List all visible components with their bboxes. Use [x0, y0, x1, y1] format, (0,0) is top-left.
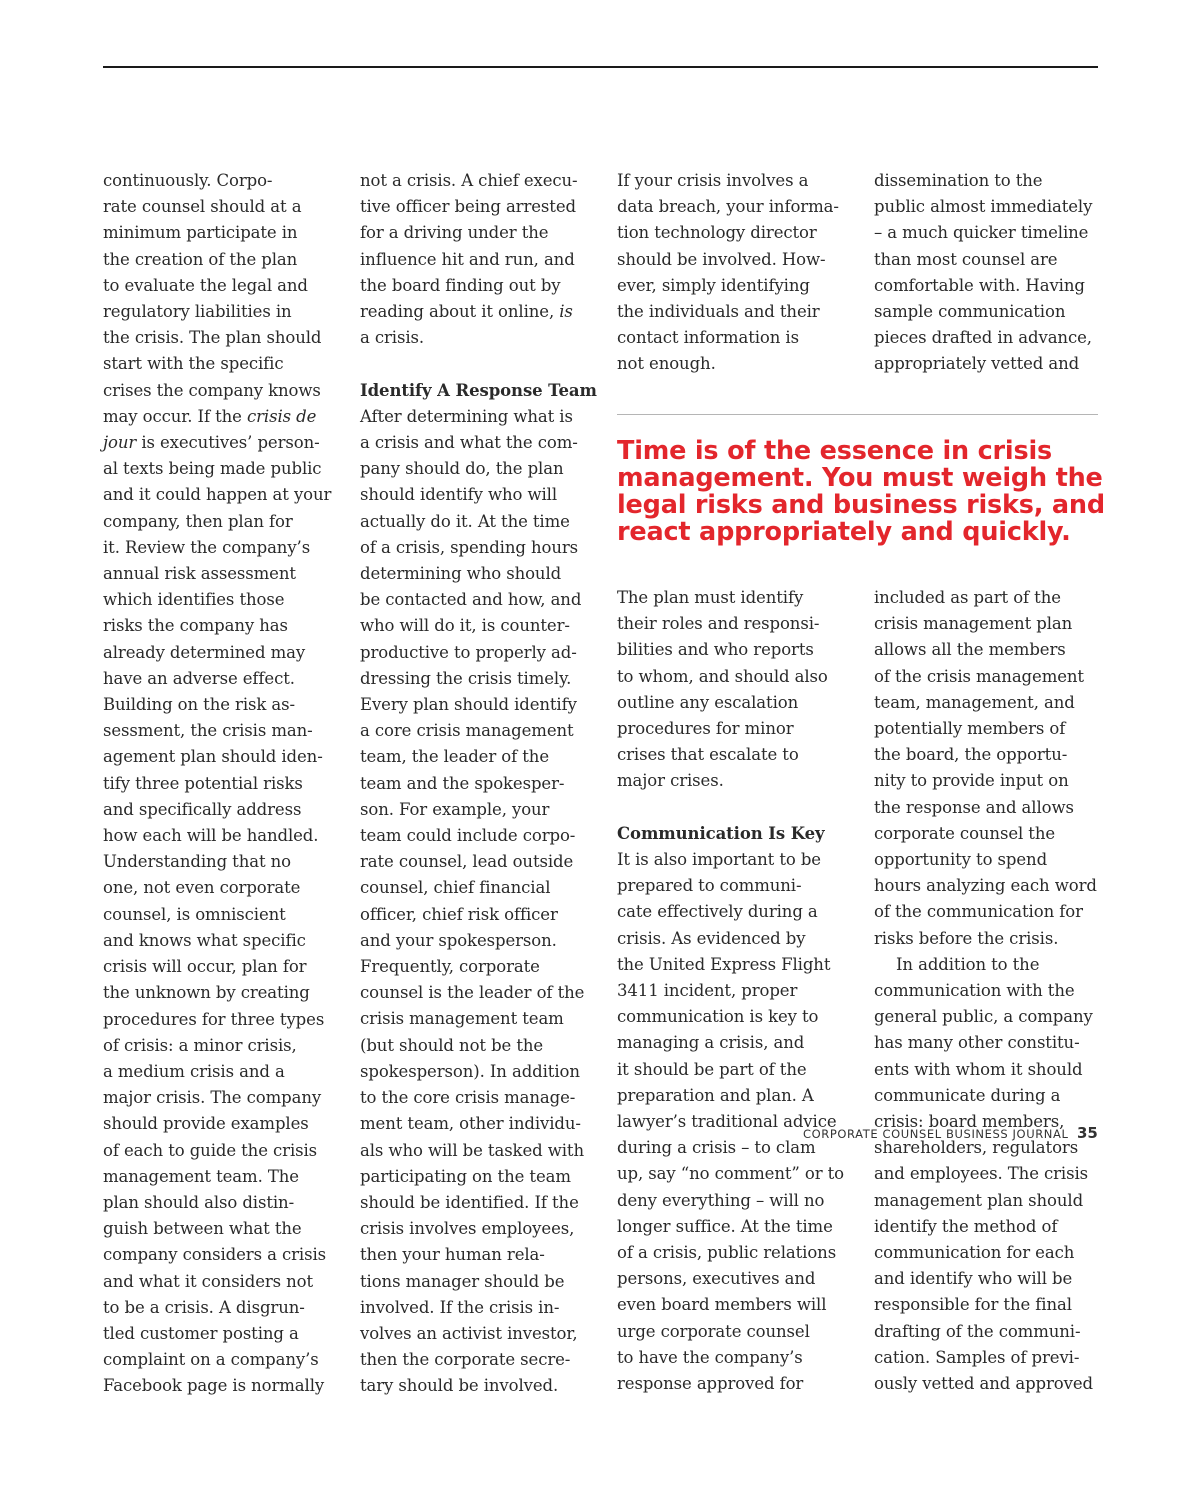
text-line: tive officer being arrested [360, 197, 576, 217]
text-line: communicate during a [874, 1085, 1061, 1105]
text-line: communication is key to [617, 1007, 819, 1027]
text-line: tled customer posting a [103, 1323, 299, 1343]
text-line: major crises. [617, 771, 724, 791]
text-line: should provide examples [103, 1114, 309, 1134]
text-line: and your spokesperson. [360, 930, 557, 950]
text-line: company considers a crisis [103, 1245, 326, 1265]
text-line: corporate counsel the [874, 823, 1056, 843]
text-line: start with the specific [103, 354, 284, 374]
text-line: the unknown by creating [103, 983, 310, 1003]
page-number: 35 [1077, 1124, 1098, 1142]
text-line: to whom, and should also [617, 666, 828, 686]
text-line: cation. Samples of previ- [874, 1347, 1080, 1367]
italic-text: crisis de [247, 406, 317, 426]
text-line: a medium crisis and a [103, 1061, 285, 1081]
text-line: influence hit and run, and [360, 249, 575, 269]
text-line: the creation of the plan [103, 249, 298, 269]
italic-text: is [559, 302, 573, 322]
text-line: determining who should [360, 564, 562, 584]
text-line: be contacted and how, and [360, 590, 582, 610]
text-line: of the crisis management [874, 666, 1084, 686]
text-line: pieces drafted in advance, [874, 328, 1092, 348]
text-line: public almost immediately [874, 197, 1093, 217]
text-line: and it could happen at your [103, 485, 332, 505]
text-line: it should be part of the [617, 1059, 807, 1079]
text-line: than most counsel are [874, 249, 1058, 269]
text-line: comfortable with. Having [874, 275, 1085, 295]
text-line: crisis. As evidenced by [617, 928, 806, 948]
pull-quote-line: legal risks and business risks, and [617, 490, 1105, 520]
text-line: complaint on a company’s [103, 1350, 319, 1370]
column-1 [103, 168, 333, 1400]
text-line: and knows what specific [103, 930, 306, 950]
text-line: son. For example, your [360, 799, 550, 819]
text-line: outline any escalation [617, 692, 799, 712]
pull-quote-line: management. You must weigh the [617, 463, 1103, 493]
text-line: The plan must identify [617, 588, 804, 607]
text-line: who will do it, is counter- [360, 616, 570, 636]
text-line: major crisis. The company [103, 1088, 322, 1108]
paragraph-gap [360, 351, 590, 377]
text-line: After determining what is [360, 406, 573, 426]
text-line: management team. The [103, 1166, 299, 1186]
text-line: agement plan should iden- [103, 747, 323, 767]
text-line: up, say “no comment” or to [617, 1164, 844, 1184]
text-line: deny everything – will no [617, 1190, 825, 1210]
text-line: actually do it. At the time [360, 511, 570, 531]
text-line: has many other constitu- [874, 1033, 1080, 1053]
text-line: of a crisis, spending hours [360, 537, 579, 557]
text-line: a crisis and what the com- [360, 433, 578, 453]
text-line: persons, executives and [617, 1269, 816, 1289]
text-line: should be involved. How- [617, 249, 826, 269]
text-line: sessment, the crisis man- [103, 721, 313, 741]
column-2 [360, 168, 597, 1400]
text-line: dissemination to the [874, 171, 1043, 190]
text-line: crises the company knows [103, 380, 321, 400]
text-line: management plan should [874, 1190, 1084, 1210]
text-line: prepared to communi- [617, 876, 802, 896]
text-line: the response and allows [874, 797, 1074, 817]
column-3-top [617, 168, 847, 378]
pull-quote [617, 436, 1105, 547]
text-line: should be identified. If the [360, 1192, 579, 1212]
text-run: may occur. If the [103, 406, 247, 426]
text-line: tion technology director [617, 223, 817, 243]
text-line: and identify who will be [874, 1269, 1073, 1289]
text-line: crisis: board members, [874, 1112, 1065, 1132]
text-line: team and the spokesper- [360, 773, 565, 793]
text-line: counsel, chief financial [360, 878, 551, 898]
text-line: participating on the team [360, 1166, 571, 1186]
pull-quote-line: react appropriately and quickly. [617, 517, 1071, 547]
column-4-bottom [874, 585, 1104, 1397]
text-line: the crisis. The plan should [103, 328, 322, 348]
text-line: even board members will [617, 1295, 827, 1315]
text-line: regulatory liabilities in [103, 302, 292, 322]
text-line: of crisis: a minor crisis, [103, 1035, 297, 1055]
journal-name: CORPORATE COUNSEL BUSINESS JOURNAL [803, 1127, 1069, 1141]
text-line: preparation and plan. A [617, 1085, 814, 1105]
text-line: risks the company has [103, 616, 288, 636]
text-line: and what it considers not [103, 1271, 314, 1291]
text-line: procedures for minor [617, 719, 794, 739]
text-line: rate counsel should at a [103, 197, 302, 217]
text-line: pany should do, the plan [360, 459, 564, 479]
text-line: procedures for three types [103, 1009, 325, 1029]
text-line: opportunity to spend [874, 850, 1048, 870]
column-4-top [874, 168, 1104, 378]
text-run: reading about it online, [360, 302, 560, 322]
text-line: lawyer’s traditional advice [617, 1112, 837, 1132]
text-line: of a crisis, public relations [617, 1243, 837, 1263]
text-line: one, not even corporate [103, 878, 301, 898]
text-line: officer, chief risk officer [360, 904, 558, 924]
text-line: nity to provide input on [874, 771, 1069, 791]
text-line: for a driving under the [360, 223, 549, 243]
text-line: not a crisis. A chief execu- [360, 171, 578, 190]
text-line: communication with the [874, 981, 1075, 1001]
section-heading-communication: Communication Is Key [617, 823, 825, 843]
text-line: then your human rela- [360, 1245, 545, 1265]
text-line: sample communication [874, 302, 1066, 322]
text-line: the individuals and their [617, 302, 820, 322]
text-line: hours analyzing each word [874, 876, 1097, 896]
text-line: crisis management team [360, 1009, 564, 1029]
section-heading-response-team: Identify A Response Team [360, 380, 597, 400]
text-line: In addition to the [896, 954, 1040, 974]
text-line: Frequently, corporate [360, 957, 540, 977]
text-line: counsel, is omniscient [103, 904, 286, 924]
text-line: the board finding out by [360, 275, 561, 295]
text-line: Building on the risk as- [103, 695, 296, 715]
text-line: ever, simply identifying [617, 275, 810, 295]
text-line: productive to properly ad- [360, 642, 577, 662]
text-line: tify three potential risks [103, 773, 303, 793]
text-line: to the core crisis manage- [360, 1088, 576, 1108]
text-line: to be a crisis. A disgrun- [103, 1297, 305, 1317]
text-line: to have the company’s [617, 1347, 803, 1367]
text-line: their roles and responsi- [617, 614, 820, 634]
text-line: appropriately vetted and [874, 354, 1080, 374]
text-line: should identify who will [360, 485, 558, 505]
text-line [103, 430, 333, 456]
text-line: to evaluate the legal and [103, 275, 308, 295]
text-line: included as part of the [874, 588, 1061, 607]
text-line [103, 404, 333, 430]
text-line: already determined may [103, 642, 306, 662]
text-line: and specifically address [103, 799, 302, 819]
text-line: dressing the crisis timely. [360, 668, 572, 688]
text-line: during a crisis – to clam [617, 1138, 816, 1158]
text-line: general public, a company [874, 1007, 1093, 1027]
text-line: crisis involves employees, [360, 1219, 575, 1239]
top-rule [103, 66, 1098, 68]
text-line: spokesperson). In addition [360, 1061, 580, 1081]
text-line: the United Express Flight [617, 954, 831, 974]
text-line [360, 299, 590, 325]
text-line: al texts being made public [103, 459, 322, 479]
text-line: – a much quicker timeline [874, 223, 1089, 243]
text-line: contact information is [617, 328, 799, 348]
italic-text: jour [103, 433, 137, 453]
text-line: If your crisis involves a [617, 171, 809, 190]
text-line: crisis management plan [874, 614, 1073, 634]
text-line: crises that escalate to [617, 745, 799, 765]
pull-quote-line: Time is of the essence in crisis [617, 436, 1052, 466]
text-line: drafting of the communi- [874, 1321, 1081, 1341]
text-line: it. Review the company’s [103, 537, 311, 557]
text-line: Understanding that no [103, 852, 292, 872]
text-line: allows all the members [874, 640, 1066, 660]
text-line: response approved for [617, 1374, 804, 1394]
text-line: ously vetted and approved [874, 1374, 1093, 1394]
text-line: guish between what the [103, 1219, 302, 1239]
text-line: volves an activist investor, [360, 1323, 578, 1343]
text-line: tions manager should be [360, 1271, 565, 1291]
text-line: team could include corpo- [360, 826, 576, 846]
text-line: Every plan should identify [360, 695, 577, 715]
text-line: company, then plan for [103, 511, 293, 531]
text-line: tary should be involved. [360, 1376, 559, 1396]
text-line: ment team, other individu- [360, 1114, 581, 1134]
text-line: the board, the opportu- [874, 745, 1068, 765]
text-line: Facebook page is normally [103, 1376, 325, 1396]
text-line: involved. If the crisis in- [360, 1297, 560, 1317]
text-line: counsel is the leader of the [360, 983, 585, 1003]
text-line: plan should also distin- [103, 1192, 295, 1212]
text-line: which identifies those [103, 590, 285, 610]
paragraph-gap [617, 795, 847, 821]
text-line: not enough. [617, 354, 716, 374]
text-line: have an adverse effect. [103, 668, 295, 688]
text-line: communication for each [874, 1243, 1075, 1263]
text-line: managing a crisis, and [617, 1033, 805, 1053]
text-line: shareholders, regulators [874, 1138, 1079, 1158]
text-line: of each to guide the crisis [103, 1140, 318, 1160]
text-line: ents with whom it should [874, 1059, 1083, 1079]
text-line: cate effectively during a [617, 902, 818, 922]
text-line: potentially members of [874, 719, 1066, 739]
text-line: identify the method of [874, 1216, 1058, 1236]
text-line: and employees. The crisis [874, 1164, 1089, 1184]
text-line: It is also important to be [617, 850, 821, 870]
text-line: rate counsel, lead outside [360, 852, 574, 872]
column-3-bottom [617, 585, 847, 1397]
text-line: urge corporate counsel [617, 1321, 810, 1341]
text-run: is executives’ person- [136, 433, 320, 453]
text-line: longer suffice. At the time [617, 1216, 833, 1236]
text-line: continuously. Corpo- [103, 171, 273, 190]
text-line: (but should not be the [360, 1035, 544, 1055]
text-line: minimum participate in [103, 223, 298, 243]
text-line: crisis will occur, plan for [103, 957, 307, 977]
text-line: then the corporate secre- [360, 1350, 571, 1370]
pullquote-divider [617, 414, 1098, 415]
text-line: team, management, and [874, 692, 1075, 712]
text-line: team, the leader of the [360, 747, 549, 767]
text-line: data breach, your informa- [617, 197, 839, 217]
text-line: a core crisis management [360, 721, 574, 741]
text-line: risks before the crisis. [874, 928, 1059, 948]
text-line: responsible for the final [874, 1295, 1072, 1315]
text-line: of the communication for [874, 902, 1083, 922]
text-line: a crisis. [360, 328, 425, 348]
text-line: how each will be handled. [103, 826, 319, 846]
text-line: bilities and who reports [617, 640, 814, 660]
text-line: als who will be tasked with [360, 1140, 584, 1160]
text-line: 3411 incident, proper [617, 981, 798, 1001]
text-line: annual risk assessment [103, 564, 296, 584]
